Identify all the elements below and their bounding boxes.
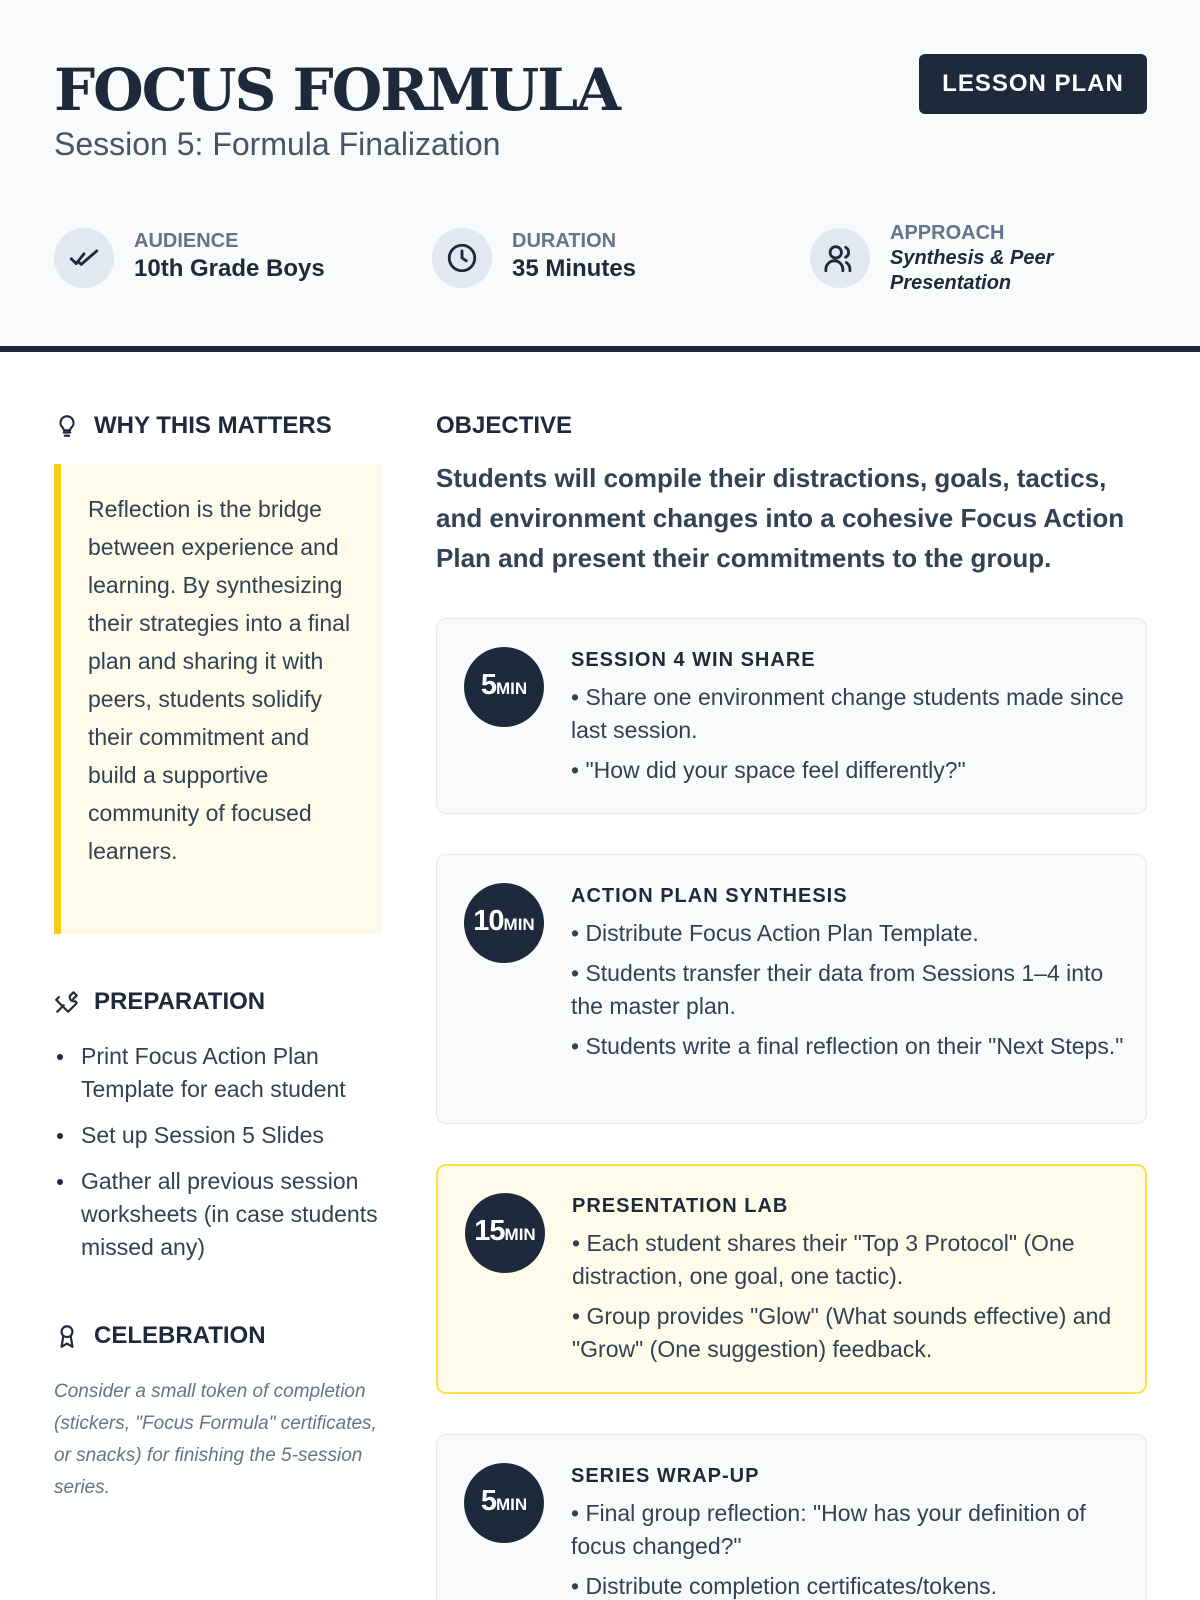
- list-item: Gather all previous session worksheets (in case students missed any): [54, 1165, 388, 1264]
- why-quote: Reflection is the bridge between experience and learning. By synthesizing their strategies into a final plan and sharing it with peers, students solidify their commitment and build a supportive community of focused learners.: [54, 464, 382, 934]
- list-item: Set up Session 5 Slides: [54, 1119, 388, 1152]
- duration-minutes: 10: [473, 905, 504, 937]
- agenda-card-title: ACTION PLAN SYNTHESIS: [571, 885, 848, 907]
- meta-label: DURATION: [512, 230, 617, 252]
- agenda-bullet: • Each student shares their "Top 3 Protocol" (One distraction, one goal, one tactic).: [572, 1230, 1075, 1289]
- meta-value: 10th Grade Boys: [134, 255, 325, 282]
- duration-minutes: 15: [474, 1215, 505, 1247]
- double-check-icon: [54, 228, 114, 288]
- duration-pill: [464, 647, 544, 727]
- meta-value: Synthesis & Peer Presentation: [890, 247, 1054, 294]
- agenda-card-presentation-lab: [436, 1164, 1147, 1394]
- meta-audience: [54, 228, 325, 288]
- agenda-bullet: • Final group reflection: "How has your definition of focus changed?": [571, 1500, 1086, 1559]
- meta-label: APPROACH: [890, 222, 1005, 244]
- preparation-list: [54, 1040, 388, 1277]
- duration-unit: MIN: [495, 1495, 528, 1514]
- agenda-bullet: • Students transfer their data from Sessions 1–4 into the master plan.: [571, 960, 1104, 1019]
- clock-icon: [432, 228, 492, 288]
- objective-heading: [436, 412, 572, 440]
- lightbulb-icon: [54, 413, 80, 439]
- preparation-heading-label: PREPARATION: [94, 988, 266, 1015]
- meta-approach: [810, 220, 1080, 296]
- duration-minutes: 5: [480, 1485, 496, 1517]
- agenda-bullet: • Distribute completion certificates/tokens.: [571, 1573, 998, 1599]
- duration-unit: MIN: [503, 915, 535, 934]
- duration-pill: [464, 1463, 544, 1543]
- agenda-bullet: • "How did your space feel differently?": [571, 757, 966, 783]
- agenda-card-win-share: [436, 618, 1147, 814]
- page-subtitle: Session 5: Formula Finalization: [54, 126, 501, 162]
- agenda-bullet: • Students write a final reflection on their "Next Steps.": [571, 1033, 1124, 1059]
- celebration-heading-label: CELEBRATION: [94, 1322, 266, 1349]
- objective-text: Students will compile their distractions, goals, tactics, and environment changes into a cohesive Focus Action Plan and present their commitments to the group.: [436, 463, 1125, 573]
- preparation-heading: [54, 988, 265, 1016]
- agenda-card-synthesis: [436, 854, 1147, 1124]
- agenda-bullet: • Share one environment change students made since last session.: [571, 684, 1124, 743]
- header: [0, 0, 1200, 352]
- objective-heading-label: OBJECTIVE: [436, 412, 573, 439]
- duration-unit: MIN: [495, 679, 528, 698]
- users-icon: [810, 228, 870, 288]
- agenda-card-title: SERIES WRAP-UP: [571, 1465, 760, 1487]
- celebration-text: Consider a small token of completion (stickers, "Focus Formula" certificates, or snacks) for finishing the 5-session series.: [54, 1381, 377, 1498]
- agenda-card-title: PRESENTATION LAB: [572, 1195, 789, 1217]
- why-heading-label: WHY THIS MATTERS: [94, 412, 332, 439]
- page-title: FOCUS FORMULA: [54, 56, 619, 124]
- celebration-heading: [54, 1322, 266, 1350]
- duration-pill: [465, 1193, 545, 1273]
- lesson-plan-badge: LESSON PLAN: [919, 54, 1147, 114]
- duration-pill: [464, 883, 544, 963]
- list-item: Print Focus Action Plan Template for each student: [54, 1040, 388, 1106]
- meta-value: 35 Minutes: [512, 255, 637, 282]
- why-heading: [54, 412, 332, 440]
- agenda-card-title: SESSION 4 WIN SHARE: [571, 649, 816, 671]
- agenda-card-wrap-up: [436, 1434, 1147, 1600]
- duration-minutes: 5: [480, 669, 496, 701]
- agenda-bullet: • Distribute Focus Action Plan Template.: [571, 920, 979, 946]
- meta-duration: [432, 228, 636, 288]
- wrench-icon: [54, 989, 80, 1015]
- meta-label: AUDIENCE: [134, 230, 239, 252]
- award-icon: [54, 1323, 80, 1349]
- duration-unit: MIN: [504, 1225, 536, 1244]
- agenda-bullet: • Group provides "Glow" (What sounds effective) and "Grow" (One suggestion) feedback.: [572, 1303, 1112, 1362]
